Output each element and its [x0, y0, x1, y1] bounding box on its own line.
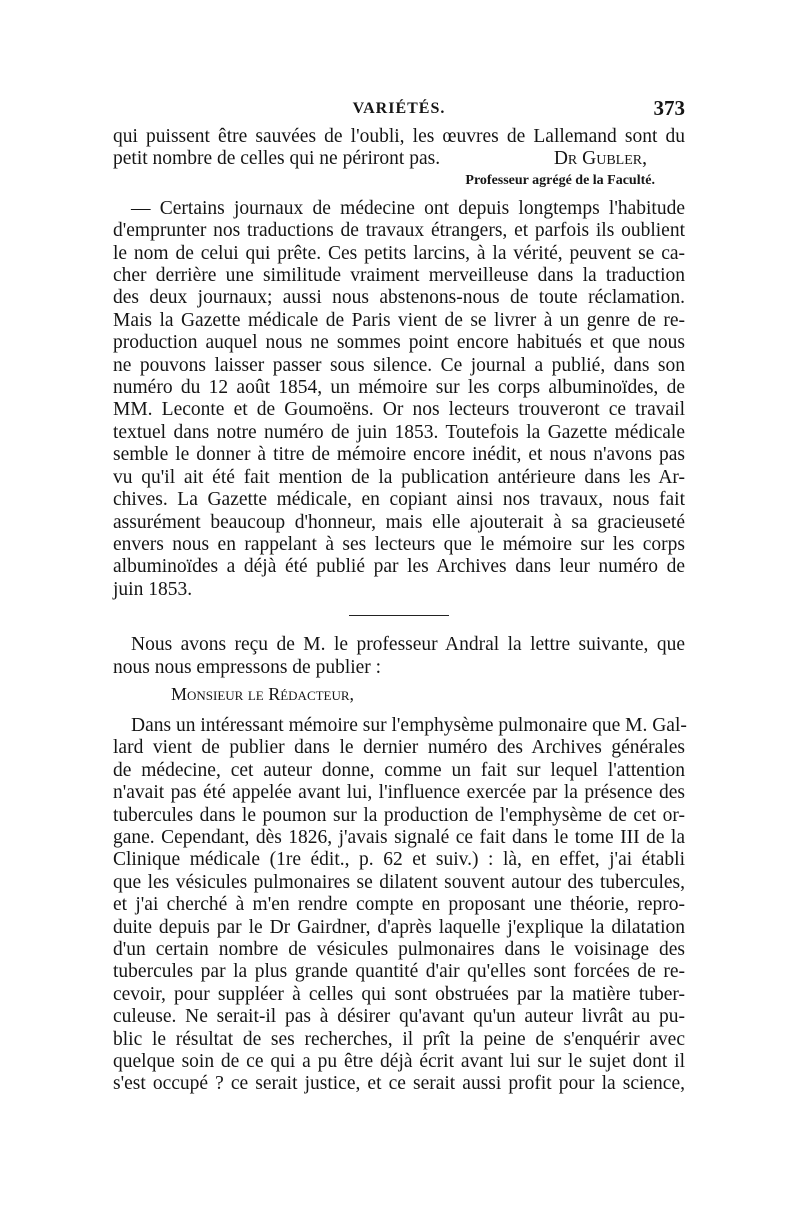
signature-row [113, 148, 685, 170]
running-title: VARIÉTÉS. [352, 100, 446, 117]
paragraph-journal-notice [113, 198, 685, 601]
text-line: — Certains journaux de médecine ont depuis longtemps l'habitude [131, 197, 685, 219]
text-line: lard vient de publier dans le dernier numéro des Archives générales [113, 737, 685, 759]
text-line: tubercules dans le poumon sur la production de l'emphysème de cet or- [113, 804, 685, 826]
text-line: chives. La Gazette médicale, en copiant ainsi nos travaux, nous fait [113, 489, 685, 511]
text-line: quelque soin de ce qui a pu être déjà écrit avant lui sur le sujet dont il [113, 1051, 685, 1073]
text-line: Nous avons reçu de M. le professeur Andral la lettre suivante, que [131, 634, 685, 656]
text-line: gane. Cependant, dès 1826, j'avais signalé ce fait dans le tome III de la [113, 826, 685, 848]
text-line: Mais la Gazette médicale de Paris vient de se livrer à un genre de re- [113, 309, 685, 331]
text-line: cher derrière une similitude vraiment merveilleuse dans la traduction [113, 265, 685, 287]
text-line: textuel dans notre numéro de juin 1853. Toutefois la Gazette médicale [113, 421, 685, 443]
text-line: qui puissent être sauvées de l'oubli, les œuvres de Lallemand sont du [113, 126, 685, 147]
text-line: MM. Leconte et de Goumoëns. Or nos lecteurs trouveront ce travail [113, 399, 685, 421]
signature-name: Dr Gubler, [553, 148, 647, 170]
text-line: envers nous en rappelant à ses lecteurs que le mémoire sur les corps [113, 533, 685, 555]
paragraph-andral-intro [113, 634, 685, 679]
text-line: assurément beaucoup d'honneur, mais elle ajouterait à sa gracieuseté [113, 511, 685, 533]
text-line: albuminoïdes a déjà été publié par les Archives dans leur numéro de [113, 556, 685, 578]
text-line: juin 1853. [113, 578, 193, 600]
letter-body [113, 715, 685, 1096]
text-line: nous nous empressons de publier : [113, 656, 382, 678]
text-line: vu qu'il ait été fait mention de la publication antérieure dans les Ar- [113, 466, 685, 488]
text-line: d'un certain nombre de vésicules pulmonaires dans le voisinage des [113, 939, 685, 960]
book-page [113, 96, 685, 1096]
page-number: 373 [653, 96, 685, 120]
text-line: le nom de celui qui prête. Ces petits larcins, à la vérité, peuvent se ca- [113, 242, 685, 264]
text-line: culeuse. Ne serait-il pas à désirer qu'avant qu'un auteur livrât au pu- [113, 1006, 685, 1028]
text-line: numéro du 12 août 1854, un mémoire sur les corps albuminoïdes, de [113, 377, 685, 399]
letter-salutation: Monsieur le Rédacteur, [171, 683, 355, 704]
signature-affiliation: Professeur agrégé de la Faculté. [465, 172, 655, 188]
text-line: que les vésicules pulmonaires se dilatent souvent autour des tubercules, [113, 871, 685, 893]
text-line: duite depuis par le Dr Gairdner, d'après laquelle j'explique la dilatation [113, 916, 685, 938]
text-line: production auquel nous ne sommes point encore habitués et que nous [113, 332, 685, 354]
text-line: ne pouvons laisser passer sous silence. Ce journal a publié, dans son [113, 354, 685, 376]
section-divider [349, 615, 449, 616]
text-line: d'emprunter nos traductions de travaux étrangers, et parfois ils oublient [113, 220, 685, 242]
text-line: n'avait pas été appelée avant lui, l'influence exercée par la présence des [113, 782, 685, 804]
text-line: blic le résultat de ses recherches, il prît la peine de s'enquérir avec [113, 1028, 685, 1050]
text-line: de médecine, cet auteur donne, comme un fait sur lequel l'attention [113, 759, 685, 781]
text-line: semble le donner à titre de mémoire encore inédit, et nous n'avons pas [113, 444, 685, 466]
text-line: s'est occupé ? ce serait justice, et ce serait aussi profit pour la science, [113, 1073, 685, 1095]
text-line: Dans un intéressant mémoire sur l'emphysème pulmonaire que M. Gal- [131, 714, 687, 736]
running-head [113, 96, 685, 126]
text-line: Clinique médicale (1re édit., p. 62 et suiv.) : là, en effet, j'ai établi [113, 849, 685, 871]
text-line: tubercules par la plus grande quantité d'air qu'elles sont forcées de re- [113, 961, 685, 983]
text-line: petit nombre de celles qui ne périront pas. [113, 148, 441, 170]
text-line: des deux journaux; aussi nous abstenons-nous de toute réclamation. [113, 287, 685, 309]
text-line: et j'ai cherché à m'en rendre compte en proposant une théorie, repro- [113, 894, 685, 916]
text-line: cevoir, pour suppléer à celles qui sont obstruées par la matière tuber- [113, 983, 685, 1005]
